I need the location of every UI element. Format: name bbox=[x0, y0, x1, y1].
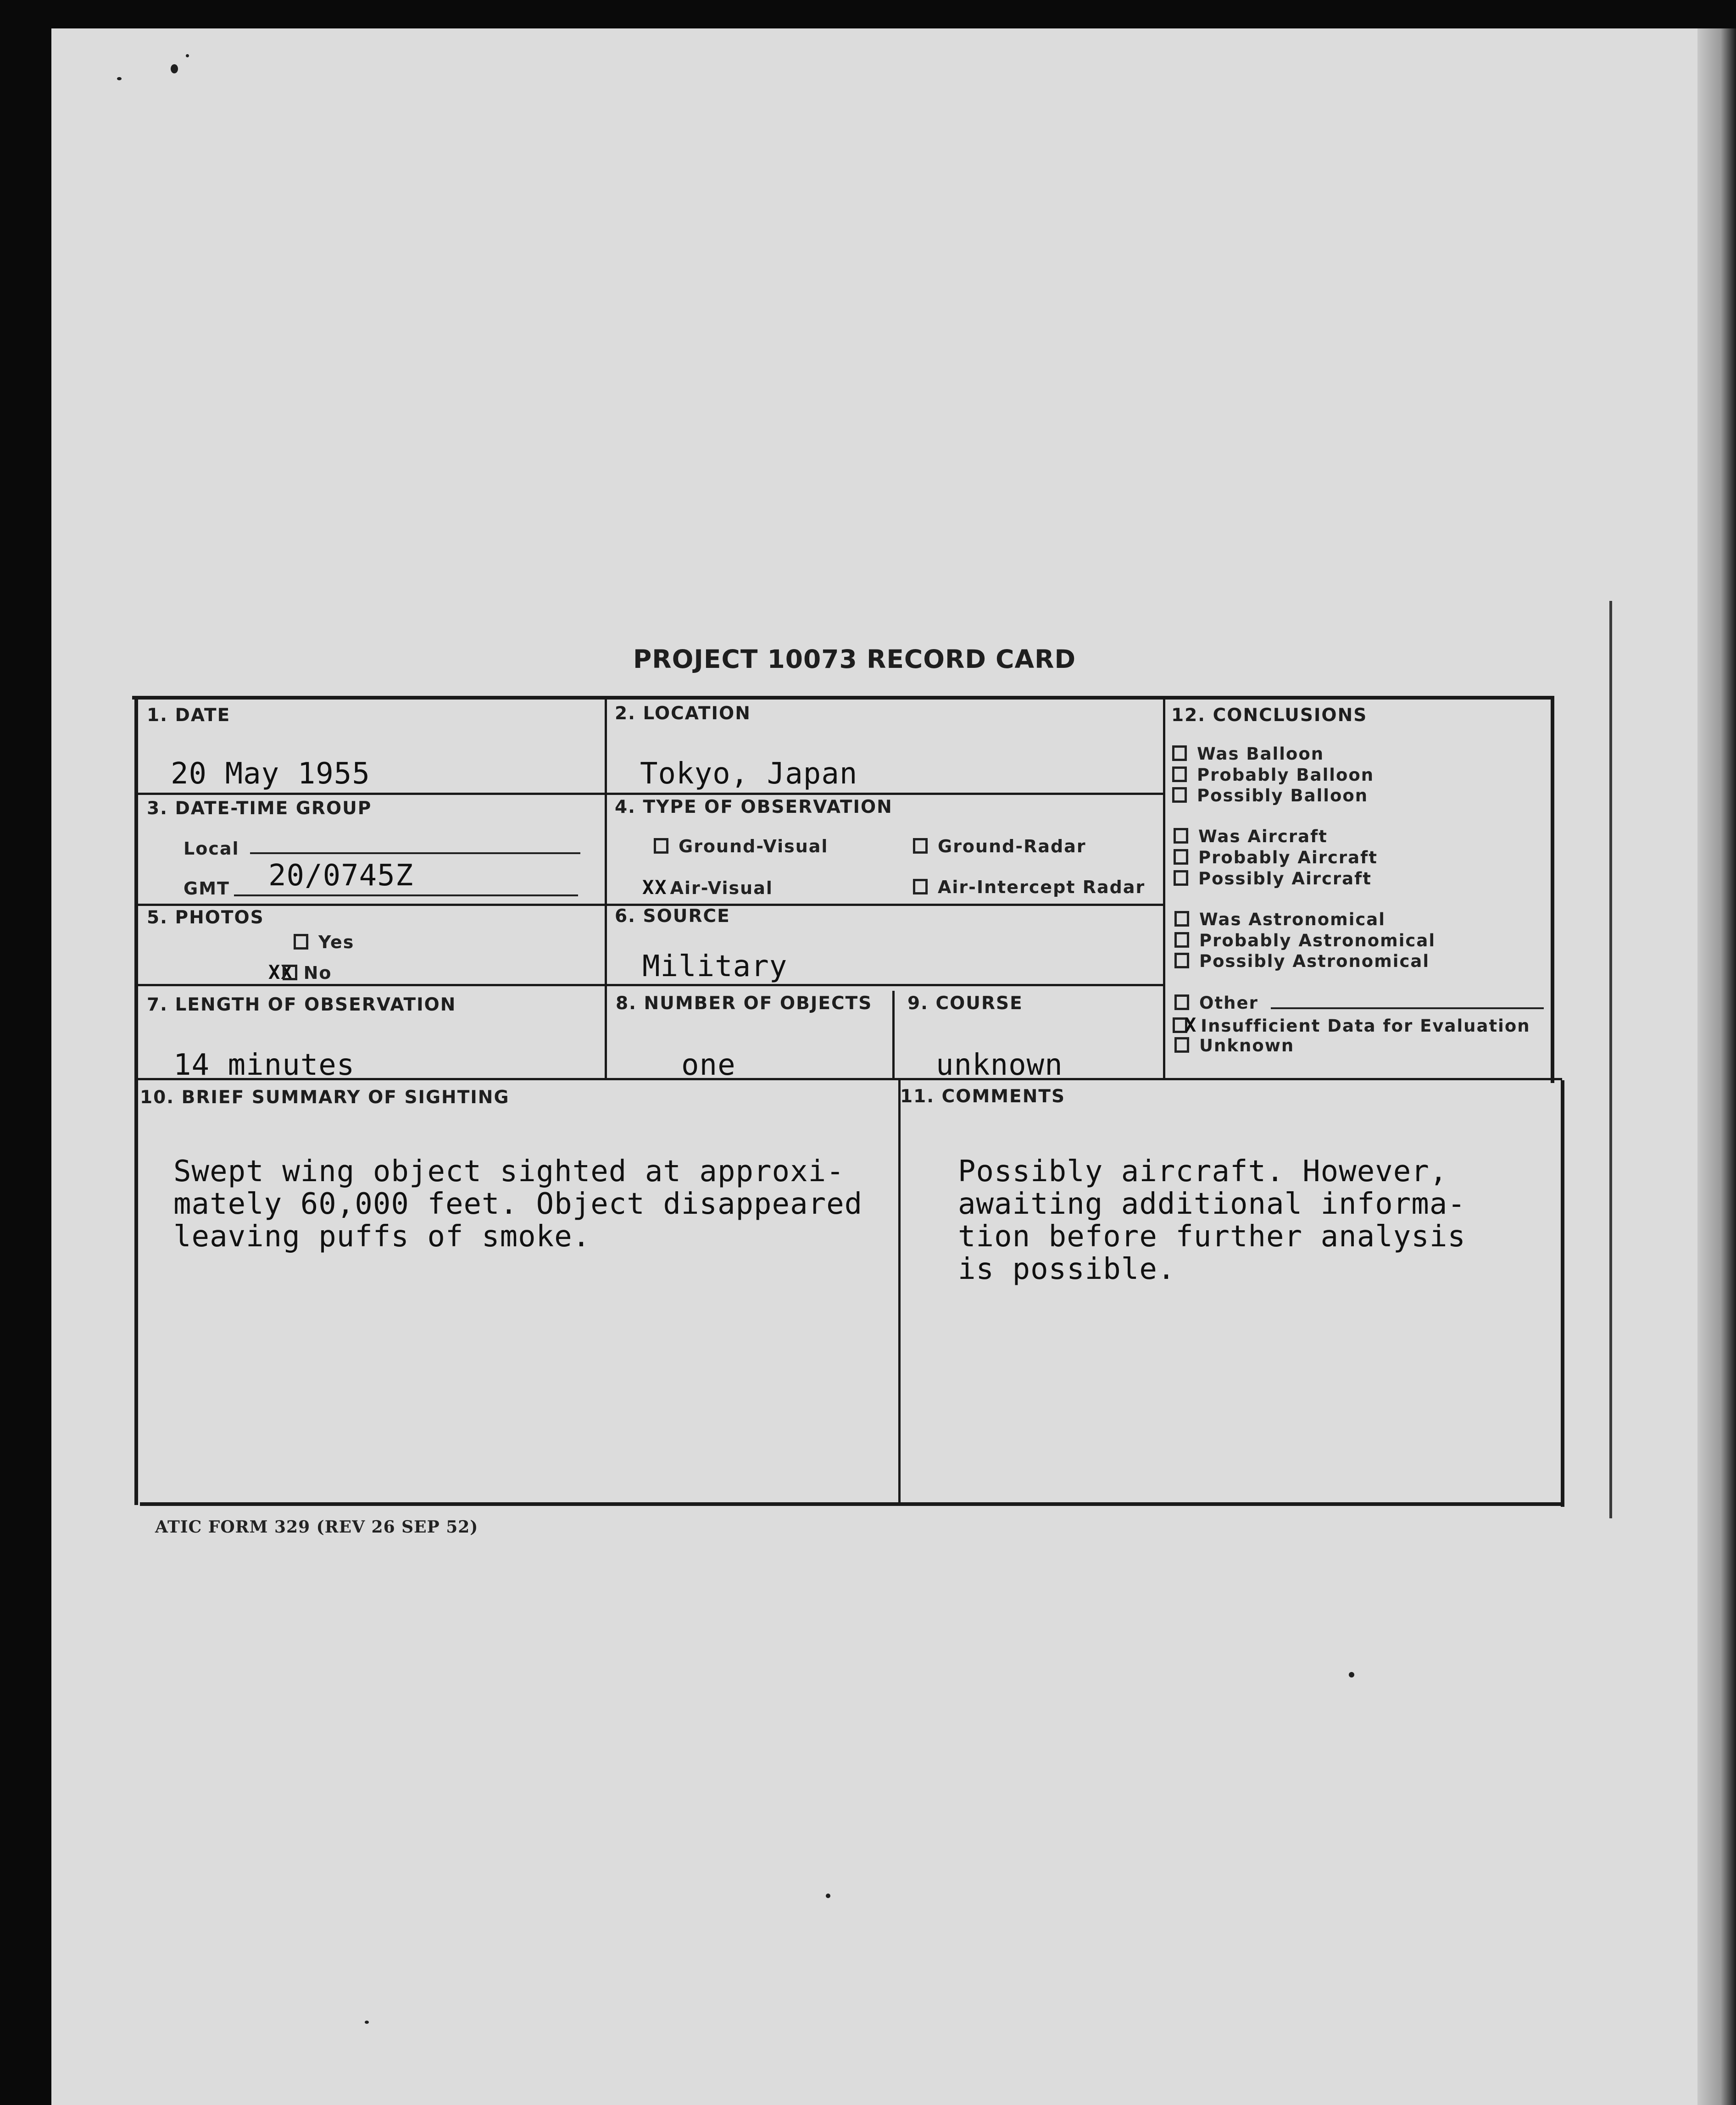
checkbox-icon[interactable] bbox=[1172, 745, 1187, 761]
conclusion-label: Was Astronomical bbox=[1199, 910, 1385, 929]
conclusion-label: Was Aircraft bbox=[1198, 827, 1328, 846]
summary-line: Swept wing object sighted at approxi- bbox=[173, 1155, 845, 1189]
type-of-observation-label: 4. TYPE OF OBSERVATION bbox=[615, 797, 893, 817]
location-value: Tokyo, Japan bbox=[640, 757, 858, 791]
conclusion-possibly-aircraft[interactable] bbox=[1174, 869, 1372, 889]
scan-speck bbox=[826, 1894, 830, 1898]
checkbox-icon[interactable] bbox=[1174, 828, 1188, 844]
checkbox-icon[interactable] bbox=[913, 879, 928, 894]
conclusion-label: Was Balloon bbox=[1197, 744, 1324, 764]
checkbox-icon[interactable] bbox=[1174, 911, 1189, 927]
divider-col2 bbox=[892, 991, 895, 1079]
option-air-intercept-radar-label: Air-Intercept Radar bbox=[938, 877, 1146, 897]
comment-line: Possibly aircraft. However, bbox=[958, 1155, 1448, 1189]
divider-col3 bbox=[1163, 696, 1165, 1079]
typed-x-mark: XX bbox=[642, 876, 668, 899]
comments-label: 11. COMMENTS bbox=[900, 1086, 1066, 1107]
typed-x-mark: X bbox=[1185, 1014, 1197, 1036]
course-value: unknown bbox=[936, 1048, 1063, 1082]
option-ground-radar-label: Ground-Radar bbox=[938, 836, 1086, 856]
checkbox-icon[interactable] bbox=[654, 838, 668, 854]
gmt-label: GMT bbox=[184, 878, 230, 899]
date-value: 20 May 1955 bbox=[171, 757, 370, 791]
conclusion-label: Possibly Astronomical bbox=[1199, 951, 1430, 971]
comment-line: is possible. bbox=[958, 1252, 1176, 1286]
page-edge-line bbox=[1609, 601, 1612, 1518]
card-border-top bbox=[132, 696, 1551, 700]
comment-line: tion before further analysis bbox=[958, 1220, 1466, 1254]
location-label: 2. LOCATION bbox=[615, 703, 751, 724]
conclusion-label: Unknown bbox=[1199, 1036, 1295, 1055]
checkbox-icon[interactable] bbox=[1174, 1037, 1189, 1053]
scan-speck bbox=[365, 2021, 369, 2024]
conclusion-was-astronomical[interactable] bbox=[1174, 910, 1385, 929]
divider-lower bbox=[898, 1080, 901, 1505]
conclusion-label: Probably Astronomical bbox=[1199, 931, 1436, 950]
number-of-objects-label: 8. NUMBER OF OBJECTS bbox=[616, 993, 873, 1014]
checkbox-icon[interactable] bbox=[1174, 870, 1188, 886]
card-border-left bbox=[134, 696, 138, 1505]
divider-col1 bbox=[605, 696, 607, 1079]
number-of-objects-value: one bbox=[681, 1048, 736, 1082]
length-of-observation-label: 7. LENGTH OF OBSERVATION bbox=[147, 994, 456, 1015]
checkbox-icon[interactable] bbox=[1174, 994, 1189, 1010]
option-air-visual[interactable] bbox=[642, 876, 773, 899]
conclusion-label: Probably Aircraft bbox=[1198, 848, 1378, 867]
checkbox-icon[interactable] bbox=[1172, 787, 1187, 803]
checkbox-icon[interactable] bbox=[283, 965, 297, 980]
conclusion-was-aircraft[interactable] bbox=[1174, 827, 1328, 846]
comment-line: awaiting additional informa- bbox=[958, 1187, 1466, 1221]
photos-yes-label: Yes bbox=[318, 932, 355, 952]
gmt-underline bbox=[234, 894, 578, 896]
course-label: 9. COURSE bbox=[907, 993, 1023, 1014]
conclusion-probably-astronomical[interactable] bbox=[1174, 931, 1436, 950]
card-border-bottom bbox=[140, 1502, 1564, 1506]
brief-summary-text bbox=[173, 1123, 862, 1286]
conclusion-insufficient-data[interactable] bbox=[1173, 1014, 1530, 1036]
option-air-intercept-radar[interactable] bbox=[913, 877, 1145, 897]
conclusion-label: Probably Balloon bbox=[1197, 765, 1374, 785]
scan-speck bbox=[171, 64, 178, 73]
length-of-observation-value: 14 minutes bbox=[173, 1048, 355, 1082]
source-value: Military bbox=[642, 950, 788, 983]
summary-line: mately 60,000 feet. Object disappeared bbox=[173, 1187, 863, 1221]
typed-x-mark: XX bbox=[268, 961, 294, 983]
row-divider-3 bbox=[138, 984, 1163, 986]
checkbox-icon[interactable] bbox=[1174, 953, 1189, 968]
option-ground-radar[interactable] bbox=[913, 836, 1086, 856]
conclusion-possibly-astronomical[interactable] bbox=[1174, 951, 1430, 971]
form-identifier: ATIC FORM 329 (REV 26 SEP 52) bbox=[155, 1517, 479, 1537]
photos-no-label: No bbox=[303, 963, 332, 983]
photos-yes[interactable] bbox=[294, 932, 354, 952]
conclusion-label: Insufficient Data for Evaluation bbox=[1201, 1016, 1530, 1036]
other-underline bbox=[1271, 1007, 1544, 1009]
row-divider-1 bbox=[138, 793, 1163, 795]
checkbox-icon[interactable] bbox=[1172, 766, 1187, 782]
source-label: 6. SOURCE bbox=[615, 906, 730, 927]
scan-speck bbox=[117, 77, 122, 80]
checkbox-icon[interactable] bbox=[913, 838, 928, 854]
conclusion-probably-aircraft[interactable] bbox=[1174, 848, 1378, 867]
comments-text bbox=[958, 1123, 1466, 1318]
date-time-group-label: 3. DATE-TIME GROUP bbox=[147, 798, 372, 819]
scan-speck bbox=[1349, 1672, 1354, 1677]
conclusion-probably-balloon[interactable] bbox=[1172, 765, 1374, 785]
card-border-right-lower bbox=[1561, 1080, 1564, 1507]
conclusion-label: Possibly Balloon bbox=[1197, 786, 1369, 805]
checkbox-icon[interactable] bbox=[294, 934, 308, 950]
local-underline bbox=[250, 852, 580, 854]
option-ground-visual-label: Ground-Visual bbox=[679, 836, 829, 856]
photos-label: 5. PHOTOS bbox=[147, 907, 264, 928]
card-border-right bbox=[1551, 696, 1554, 1083]
conclusion-label: Possibly Aircraft bbox=[1198, 869, 1372, 889]
conclusion-label: Other bbox=[1199, 993, 1258, 1013]
page-edge-shadow bbox=[1697, 28, 1736, 2105]
option-air-visual-label: Air-Visual bbox=[670, 878, 773, 898]
card-title: PROJECT 10073 RECORD CARD bbox=[633, 644, 1076, 674]
conclusion-was-balloon[interactable] bbox=[1172, 744, 1324, 764]
checkbox-icon[interactable] bbox=[1174, 849, 1188, 865]
scan-speck bbox=[186, 54, 189, 57]
conclusion-unknown[interactable] bbox=[1174, 1036, 1294, 1055]
summary-line: leaving puffs of smoke. bbox=[173, 1220, 591, 1254]
date-label: 1. DATE bbox=[147, 705, 231, 726]
conclusion-possibly-balloon[interactable] bbox=[1172, 786, 1368, 805]
photos-no[interactable] bbox=[268, 961, 332, 983]
checkbox-icon[interactable] bbox=[1174, 932, 1189, 948]
gmt-value: 20/0745Z bbox=[268, 859, 414, 893]
local-label: Local bbox=[184, 839, 239, 859]
conclusions-label: 12. CONCLUSIONS bbox=[1171, 705, 1368, 726]
option-ground-visual[interactable] bbox=[654, 836, 828, 856]
conclusion-other[interactable] bbox=[1174, 993, 1258, 1013]
brief-summary-label: 10. BRIEF SUMMARY OF SIGHTING bbox=[140, 1087, 510, 1108]
